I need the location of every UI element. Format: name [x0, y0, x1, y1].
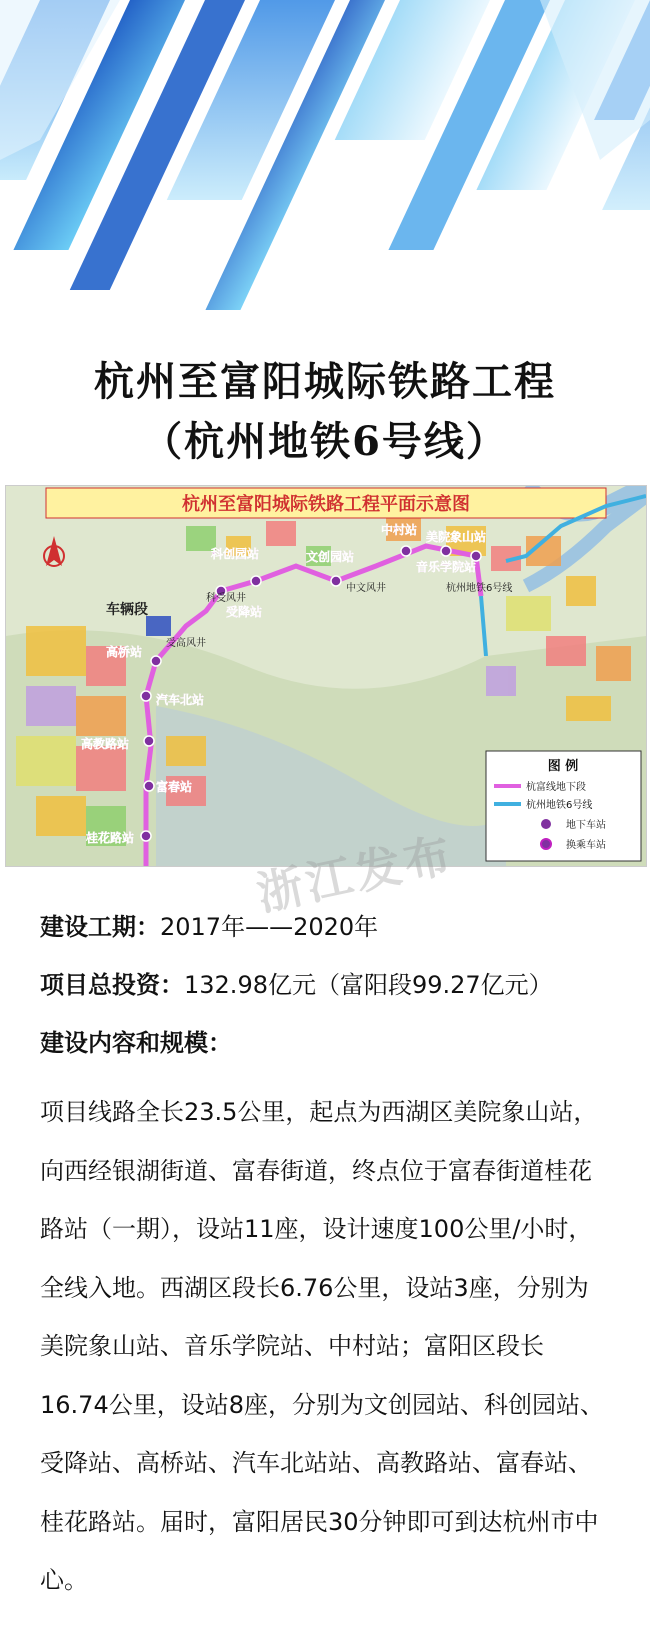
station-marker: [441, 546, 451, 556]
construction-period-value: 2017年——2020年: [160, 913, 379, 941]
page-title-line1: 杭州至富阳城际铁路工程: [94, 358, 556, 405]
legend-item: 地下车站: [566, 820, 606, 831]
total-investment-label: 项目总投资：: [40, 971, 184, 999]
map-legend: [486, 751, 641, 861]
shaft-label: 受高风井: [166, 638, 206, 649]
station-label: 高桥站: [106, 645, 143, 659]
station-marker: [141, 691, 151, 701]
shaft-label: 中文风井: [346, 583, 386, 594]
legend-heading: 图 例: [547, 759, 579, 774]
decorative-banner: [0, 0, 650, 330]
station-marker: [144, 736, 154, 746]
station-label: 受降站: [226, 605, 263, 619]
shaft-label: 科受风井: [206, 593, 246, 604]
watermark: 浙江发布: [252, 826, 460, 922]
station-label: 科创园站: [211, 547, 260, 561]
station-marker: [331, 576, 341, 586]
station-marker: [401, 546, 411, 556]
station-label: 文创园站: [306, 550, 355, 564]
station-label: 高教路站: [81, 737, 130, 751]
depot-label: 车辆段: [106, 602, 148, 618]
scale-heading: 建设内容和规模：: [40, 1029, 232, 1057]
station-label: 桂花路站: [86, 831, 135, 845]
station-label: 富春站: [156, 780, 193, 794]
station-label: 美院象山站: [426, 530, 487, 544]
station-marker: [151, 656, 161, 666]
station-marker: [141, 831, 151, 841]
station-label: 音乐学院站: [416, 560, 477, 574]
legend-item: 换乘车站: [566, 840, 606, 851]
total-investment: [40, 968, 610, 1002]
legend-item: 杭州地铁6号线: [526, 800, 593, 811]
route-map: [5, 485, 647, 867]
line6-label: 杭州地铁6号线: [446, 583, 513, 594]
total-investment-value: 132.98亿元（富阳段99.27亿元）: [184, 971, 553, 999]
construction-period-label: 建设工期：: [40, 913, 160, 941]
legend-item: 杭富线地下段: [526, 782, 586, 793]
station-marker: [251, 576, 261, 586]
station-label: 汽车北站: [156, 693, 205, 707]
page-title-line2: （杭州地铁6号线）: [142, 418, 508, 465]
map-title: 杭州至富阳城际铁路工程平面示意图: [182, 494, 470, 515]
station-label: 中村站: [381, 523, 418, 537]
station-marker: [144, 781, 154, 791]
construction-period: [40, 910, 610, 944]
project-description: 项目线路全长23.5公里，起点为西湖区美院象山站，向西经银湖街道、富春街道，终点位于富春街道桂花路站（一期），设站11座，设计速度100公里/小时，全线入地。西湖区段长6.76公里，设站3座，分别为美院象山站、音乐学院站、中村站；富阳区段长16.74公里，设站8座，分别为文创园站、科创园站、受降站、高桥站、汽车北站站、高教路站、富春站、桂花路站。届时，富阳居民30分钟即可到达杭州市中心。: [40, 1098, 604, 1594]
